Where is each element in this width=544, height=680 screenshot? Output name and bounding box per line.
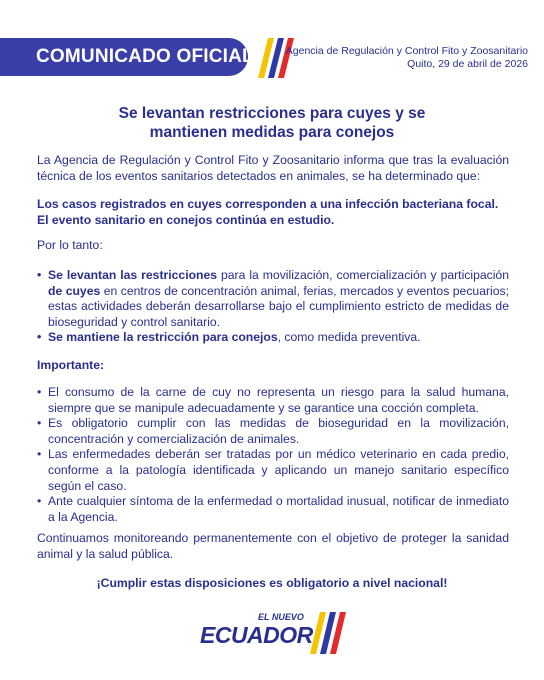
important-item — [37, 494, 509, 525]
important-text: El consumo de la carne de cuy no representa un riesgo para la salud humana, siempre que se manipule adecuadamente y se garantice una cocción completa. — [48, 385, 509, 415]
monitoring-paragraph: Continuamos monitoreando permanentemente con el objetivo de proteger la sanidad animal y la salud pública. — [37, 531, 509, 561]
therefore-label: Por lo tanto: — [37, 238, 103, 252]
logo-small-text: EL NUEVO — [258, 612, 304, 622]
important-item — [37, 447, 509, 494]
date-line: Quito, 29 de abril de 2026 — [407, 58, 528, 70]
important-item — [37, 385, 509, 416]
header-title: COMUNICADO OFICIAL — [36, 46, 254, 67]
headline-line-2: mantienen medidas para conejos — [149, 124, 395, 141]
closing-statement: ¡Cumplir estas disposiciones es obligatorio a nivel nacional! — [96, 576, 448, 590]
flag-stripes-icon — [308, 612, 348, 654]
measure-bold: de cuyes — [48, 283, 101, 298]
important-list — [37, 385, 509, 525]
measure-text: en centros de concentración animal, ferias, mercados y eventos pecuarios; estas actividades deberán desarrollarse bajo el cumplimiento estricto de medidas de bioseguridad y control sanitario. — [48, 283, 509, 329]
bullet: • — [37, 385, 42, 399]
el-nuevo-ecuador-logo — [200, 610, 350, 660]
bullet: • — [37, 330, 42, 345]
measure-text: , como medida preventiva. — [277, 330, 421, 345]
agency-name: Agencia de Regulación y Control Fito y Zoosanitario — [285, 45, 528, 57]
intro-paragraph: La Agencia de Regulación y Control Fito y Zoosanitario informa que tras la evaluación técnica de los eventos sanitarios detectados en animales, se ha determinado que: — [37, 153, 509, 183]
measure-bold: Se mantiene la restricción para conejos — [48, 330, 278, 345]
important-text: Es obligatorio cumplir con las medidas de bioseguridad en la movilización, concentración y comercialización de animales. — [48, 416, 509, 446]
measure-item — [37, 330, 509, 346]
finding-cuyes: Los casos registrados en cuyes corresponden a una infección bacteriana focal. — [37, 197, 499, 211]
measure-text: para la movilización, comercialización y participación — [217, 268, 509, 282]
bullet: • — [37, 447, 42, 462]
measure-item — [37, 268, 509, 330]
measure-bold: Se levantan las restricciones — [48, 268, 218, 282]
logo-big-text: ECUADOR — [200, 622, 313, 648]
important-text: Ante cualquier síntoma de la enfermedad o mortalidad inusual, notificar de inmediato a la Agencia. — [48, 494, 509, 524]
bullet: • — [37, 494, 42, 509]
important-item — [37, 416, 509, 447]
findings — [37, 197, 509, 228]
measures-list — [37, 268, 509, 346]
finding-conejos: El evento sanitario en conejos continúa en estudio. — [37, 212, 335, 227]
important-title: Importante: — [37, 358, 105, 372]
agency-info — [286, 45, 528, 71]
bullet: • — [37, 416, 42, 431]
bullet: • — [37, 268, 42, 282]
important-text: Las enfermedades deberán ser tratadas por un médico veterinario en cada predio, conforme a la patología identificada y aplicando un manejo sanitario específico según el caso. — [48, 447, 509, 493]
headline — [0, 104, 544, 142]
headline-line-1: Se levantan restricciones para cuyes y se — [118, 105, 426, 122]
